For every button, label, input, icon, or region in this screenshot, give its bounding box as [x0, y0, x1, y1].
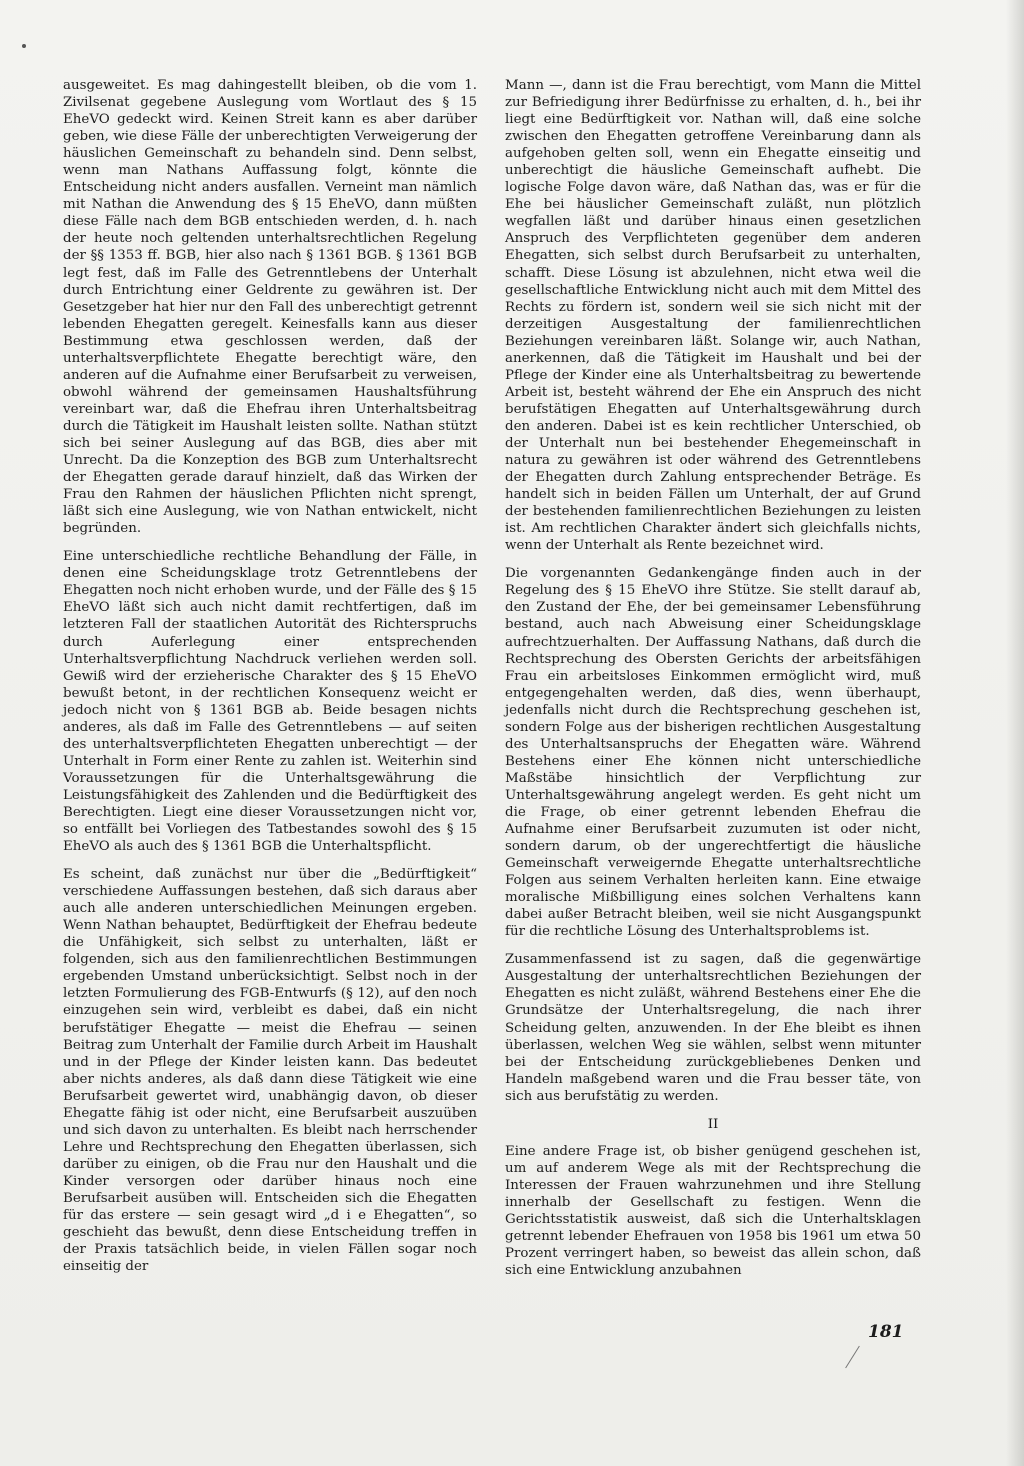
page-number: 181: [868, 1322, 904, 1342]
section-heading: II: [707, 1116, 719, 1132]
right-column: [505, 77, 921, 1279]
paragraph: ausgeweitet. Es mag dahingestellt bleiben, ob die vom 1. Zivilsenat gegebene Auslegung vom Wortlaut des § 15 EheVO gedeckt wird. Keinen Streit kann es aber darüber geben, wie diese Fälle der unberechtigten Verweigerung der häuslichen Gemeinschaft zu behandeln sind. Denn selbst, wenn man Nathans Auffassung folgt, könnte die Entscheidung nicht anders ausfallen. Verneint man nämlich mit Nathan die Anwendung des § 15 EheVO, dann müßten diese Fälle nach dem BGB entschieden werden, d. h. nach der heute noch geltenden unterhaltsrechtlichen Regelung der §§ 1353 ff. BGB, hier also nach § 1361 BGB. § 1361 BGB legt fest, daß im Falle des Getrenntlebens der Unterhalt durch Entrichtung einer Geldrente zu gewähren ist. Der Gesetzgeber hat hier nur den Fall des unberechtigt getrennt lebenden Ehegatten geregelt. Keinesfalls kann aus dieser Bestimmung etwa geschlossen werden, daß der unterhaltsverpflichtete Ehegatte berechtigt wäre, den anderen auf die Aufnahme einer Berufsarbeit zu verweisen, obwohl während der gemeinsamen Haushaltsführung vereinbart war, daß die Ehefrau ihren Unterhaltsbeitrag durch die Tätigkeit im Haushalt leisten sollte. Nathan stützt sich bei seiner Auslegung auf das BGB, dies aber mit Unrecht. Da die Konzeption des BGB zum Unterhaltsrecht der Ehegatten gerade darauf hinzielt, daß das Wirken der Frau den Rahmen der häuslichen Pflichten nicht sprengt, läßt sich eine Auslegung, wie von Nathan entwickelt, nicht begründen.: [63, 78, 477, 537]
paragraph: Zusammenfassend ist zu sagen, daß die gegenwärtige Ausgestaltung der unterhaltsrechtlichen Beziehungen der Ehegatten es nicht zuläßt, während Bestehens einer Ehe die Grundsätze der Unterhaltsregelung, die nach ihrer Scheidung gelten, anzuwenden. In der Ehe bleibt es ihnen überlassen, welchen Weg sie wählen, selbst wenn mitunter bei der Entscheidung zurückgebliebenes Denken und Handeln maßgebend waren und die Frau besser täte, von sich aus berufstätig zu werden.: [505, 952, 921, 1104]
scan-edge-shadow: [1006, 0, 1024, 1466]
left-column: [63, 77, 477, 1275]
paragraph: Eine unterschiedliche rechtliche Behandlung der Fälle, in denen eine Scheidungsklage trotz Getrenntlebens der Ehegatten noch nicht erhoben wurde, und der Fälle des § 15 EheVO läßt sich auch nicht damit rechtfertigen, daß im letzteren Fall der staatlichen Autorität des Richterspruchs durch Auferlegung einer entsprechenden Unterhaltsverpflichtung Nachdruck verliehen werden soll. Gewiß wird der erzieherische Charakter des § 15 EheVO bewußt betont, in der rechtlichen Konsequenz weicht er jedoch nicht von § 1361 BGB ab. Beide besagen nichts anderes, als daß im Falle des Getrenntlebens — auf seiten des unterhaltsverpflichteten Ehegatten unberechtigt — der Unterhalt in Form einer Rente zu zahlen ist. Weiterhin sind Voraussetzungen für die Unterhaltsgewährung die Leistungsfähigkeit des Zahlenden und die Bedürftigkeit des Berechtigten. Liegt eine dieser Voraussetzungen nicht vor, so entfällt bei Vorliegen des Tatbestandes sowohl des § 15 EheVO als auch des § 1361 BGB die Unterhaltspflicht.: [63, 549, 477, 855]
pencil-mark: [845, 1346, 860, 1369]
paragraph: Die vorgenannten Gedankengänge finden auch in der Regelung des § 15 EheVO ihre Stütze. Sie stellt darauf ab, den Zustand der Ehe, der bei gemeinsamer Lebensführung bestand, auch nach Abweisung einer Scheidungsklage aufrechtzuerhalten. Der Auffassung Nathans, daß durch die Rechtsprechung des Obersten Gerichts der arbeitsfähigen Frau ein arbeitsloses Einkommen ermöglicht wird, muß entgegengehalten werden, daß dies, wenn überhaupt, jedenfalls nicht durch die Rechtsprechung geschehen ist, sondern Folge aus der bisherigen rechtlichen Ausgestaltung des Unterhaltsanspruchs der Ehegatten wäre. Während Bestehens einer Ehe können nicht unterschiedliche Maßstäbe hinsichtlich der Verpflichtung zur Unterhaltsgewährung angelegt werden. Es geht nicht um die Frage, ob einer getrennt lebenden Ehefrau die Aufnahme einer Berufsarbeit zuzumuten ist oder nicht, sondern darum, ob der ungerechtfertigt die häusliche Gemeinschaft verweigernde Ehegatte unterhaltsrechtliche Folgen aus seinem Verhalten herleiten kann. Eine etwaige moralische Mißbilligung eines solchen Verhaltens kann dabei außer Betracht bleiben, weil sie nicht Ausgangspunkt für die rechtliche Lösung des Unterhaltsproblems ist.: [505, 566, 921, 940]
paragraph: Eine andere Frage ist, ob bisher genügend geschehen ist, um auf anderem Wege als mit der Rechtsprechung die Interessen der Frauen wahrzunehmen und ihre Stellung innerhalb der Gesellschaft zu festigen. Wenn die Gerichtsstatistik ausweist, daß sich die Unterhaltsklagen getrennt lebender Ehefrauen von 1958 bis 1961 um etwa 50 Prozent verringert haben, so beweist das allein schon, daß sich eine Entwicklung anzubahnen: [505, 1143, 921, 1279]
scan-speck: [22, 44, 26, 48]
paragraph: Es scheint, daß zunächst nur über die „Bedürftigkeit“ verschiedene Auffassungen bestehen, daß sich daraus aber auch alle anderen unterschiedlichen Meinungen ergeben. Wenn Nathan behauptet, Bedürftigkeit der Ehefrau bedeute die Unfähigkeit, sich selbst zu unterhalten, läßt er folgenden, sich aus den familienrechtlichen Bestimmungen ergebenden Umstand unberücksichtigt. Selbst noch in der letzten Formulierung des FGB-Entwurfs (§ 12), auf den noch einzugehen sein wird, verbleibt es dabei, daß ein nicht berufstätiger Ehegatte — meist die Ehefrau — seinen Beitrag zum Unterhalt der Familie durch Arbeit im Haushalt und in der Pflege der Kinder leisten kann. Das bedeutet aber nichts anderes, als daß dann diese Tätigkeit wie eine Berufsarbeit gewertet wird, unabhängig davon, ob dieser Ehegatte fähig ist oder nicht, eine Berufsarbeit auszuüben und sich davon zu unterhalten. Es bleibt nach herrschender Lehre und Rechtsprechung den Ehegatten überlassen, sich darüber zu einigen, ob die Frau nur den Haushalt und die Kinder versorgen oder darüber hinaus noch eine Berufsarbeit ausüben will. Entscheiden sich die Ehegatten für das erstere — sein gesagt wird „d i e Ehegatten“, so geschieht das bewußt, denn diese Entscheidung treffen in der Praxis tatsächlich beide, in vielen Fällen sogar noch einseitig der: [63, 867, 477, 1275]
paragraph: Mann —, dann ist die Frau berechtigt, vom Mann die Mittel zur Befriedigung ihrer Bedürfnisse zu erhalten, d. h., bei ihr liegt eine Bedürftigkeit vor. Nathan will, daß eine solche zwischen den Ehegatten getroffene Vereinbarung dann als aufgehoben gelten soll, wenn ein Ehegatte einseitig und unberechtigt die häusliche Gemeinschaft aufhebt. Die logische Folge davon wäre, daß Nathan das, was er für die Ehe bei häuslicher Gemeinschaft zuläßt, nun plötzlich wegfallen läßt und darüber hinaus einen gesetzlichen Anspruch des Verpflichteten gegenüber dem anderen Ehegatten, sich selbst durch Berufsarbeit zu unterhalten, schafft. Diese Lösung ist abzulehnen, nicht etwa weil die gesellschaftliche Entwicklung nicht auch mit dem Mittel des Rechts zu fördern ist, sondern weil sie sich nicht mit der derzeitigen Ausgestaltung der familienrechtlichen Beziehungen vereinbaren läßt. Solange wir, auch Nathan, anerkennen, daß die Tätigkeit im Haushalt und bei der Pflege der Kinder eine als Unterhaltsbeitrag zu bewertende Arbeit ist, besteht während der Ehe ein Anspruch des nicht berufstätigen Ehegatten auf Unterhaltsgewährung durch den anderen. Dabei ist es kein rechtlicher Unterschied, ob der Unterhalt nun bei bestehender Ehegemeinschaft in natura zu gewähren ist oder während des Getrenntlebens der Ehegatten durch Zahlung entsprechender Beträge. Es handelt sich in beiden Fällen um Unterhalt, der auf Grund der bestehenden familienrechtlichen Beziehungen zu leisten ist. Am rechtlichen Charakter ändert sich gleichfalls nichts, wenn der Unterhalt als Rente bezeichnet wird.: [505, 78, 921, 554]
